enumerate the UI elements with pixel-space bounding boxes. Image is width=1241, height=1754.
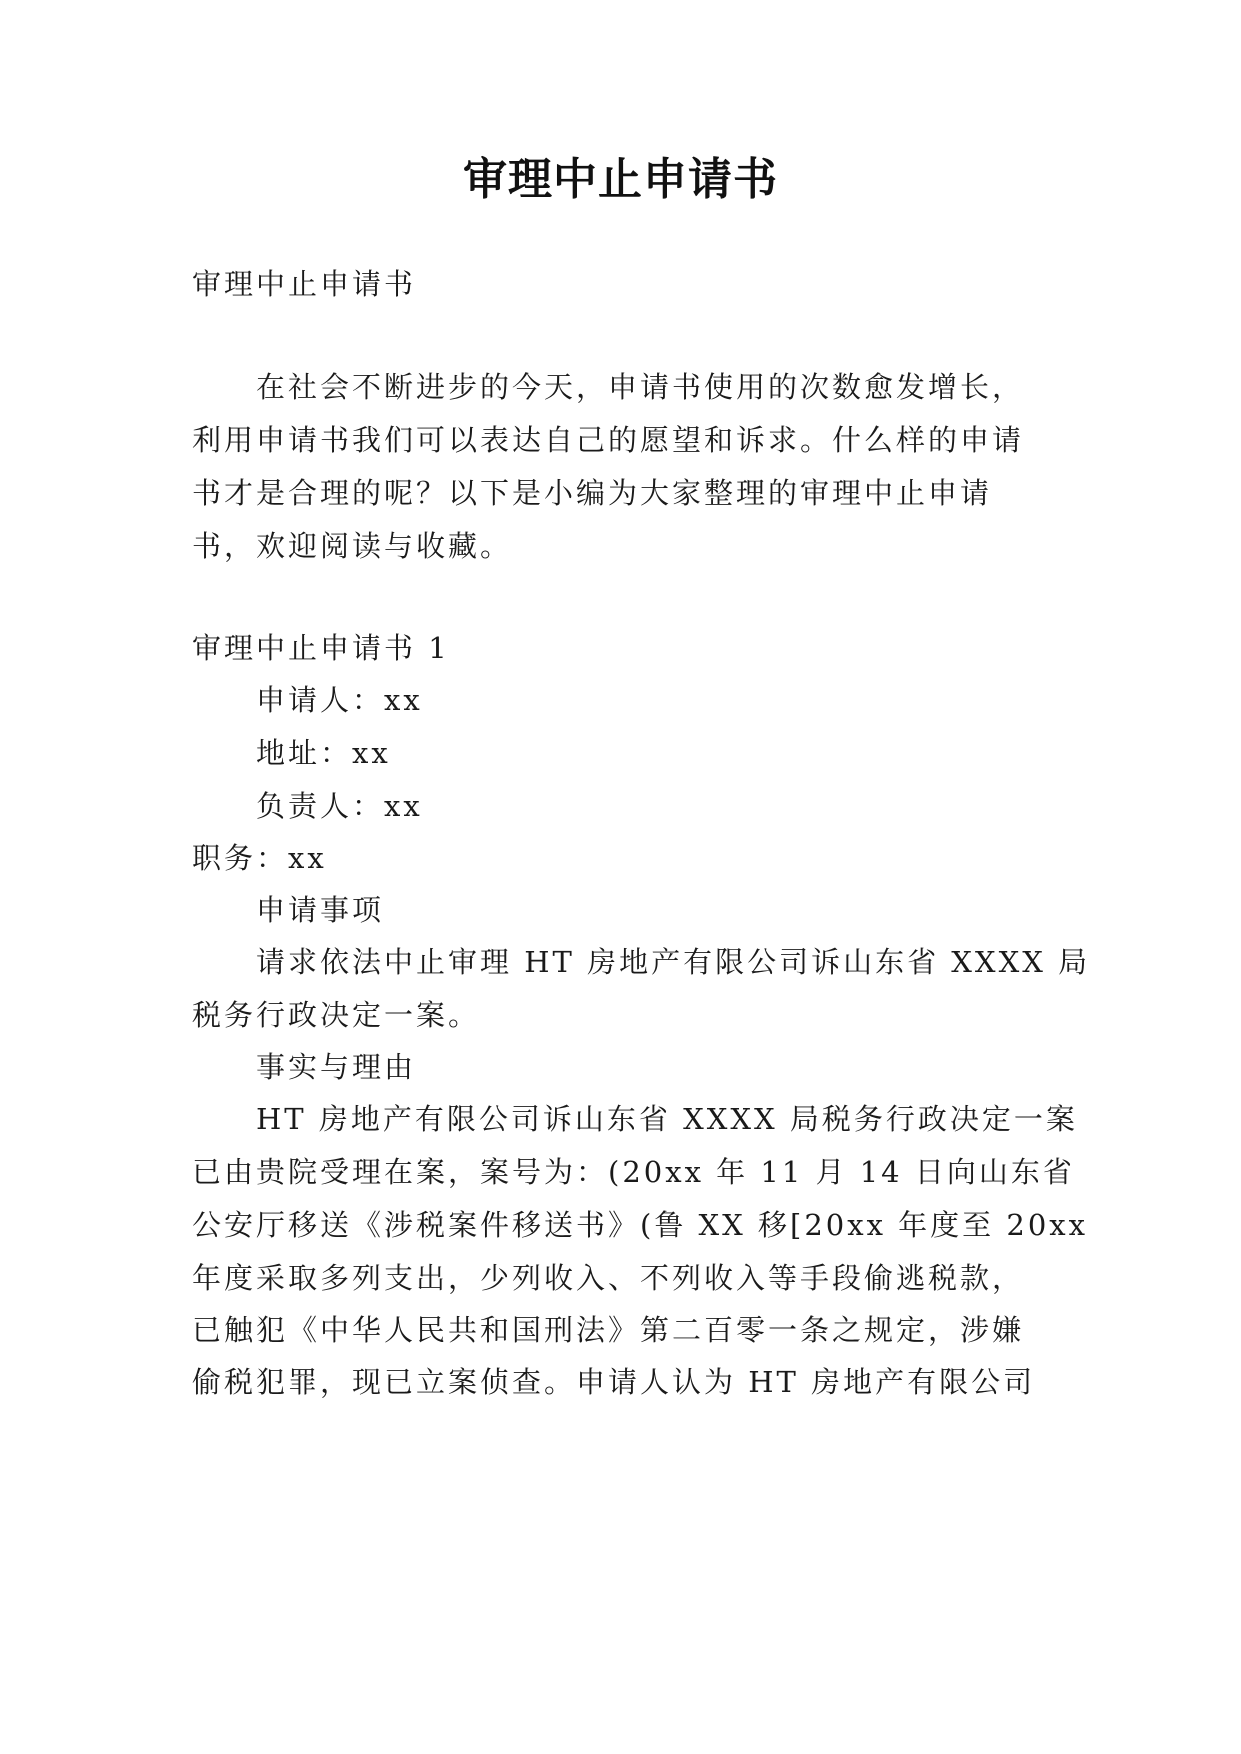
facts-line-5: 已触犯《中华人民共和国刑法》第二百零一条之规定，涉嫌	[192, 1313, 1025, 1347]
facts-line-1: HT 房地产有限公司诉山东省 XXXX 局税务行政决定一案	[256, 1102, 1078, 1136]
facts-line-3: 公安厅移送《涉税案件移送书》(鲁 XX 移[20xx 年度至 20xx	[192, 1208, 1089, 1242]
intro-line-1: 在社会不断进步的今天，申请书使用的次数愈发增长，	[256, 370, 1025, 404]
request-line-2: 税务行政决定一案。	[192, 998, 481, 1032]
facts-heading: 事实与理由	[256, 1050, 417, 1084]
document-title: 审理中止申请书	[463, 154, 778, 205]
intro-line-3: 书才是合理的呢？以下是小编为大家整理的审理中止申请	[192, 476, 993, 510]
facts-line-2: 已由贵院受理在案，案号为：(20xx 年 11 月 14 日向山东省	[192, 1155, 1075, 1189]
intro-line-4: 书，欢迎阅读与收藏。	[192, 529, 513, 563]
document-subtitle: 审理中止申请书	[192, 267, 417, 301]
person-in-charge-line: 负责人：xx	[256, 789, 423, 823]
request-line-1: 请求依法中止审理 HT 房地产有限公司诉山东省 XXXX 局	[256, 945, 1091, 979]
address-line: 地址：xx	[256, 736, 391, 770]
section1-heading: 审理中止申请书 1	[192, 631, 450, 665]
facts-line-6: 偷税犯罪，现已立案侦查。申请人认为 HT 房地产有限公司	[192, 1365, 1036, 1399]
position-line: 职务：xx	[192, 841, 327, 875]
facts-line-4: 年度采取多列支出，少列收入、不列收入等手段偷逃税款，	[192, 1261, 1025, 1295]
request-heading: 申请事项	[256, 893, 385, 927]
applicant-line: 申请人：xx	[256, 683, 423, 717]
intro-line-2: 利用申请书我们可以表达自己的愿望和诉求。什么样的申请	[192, 423, 1025, 457]
